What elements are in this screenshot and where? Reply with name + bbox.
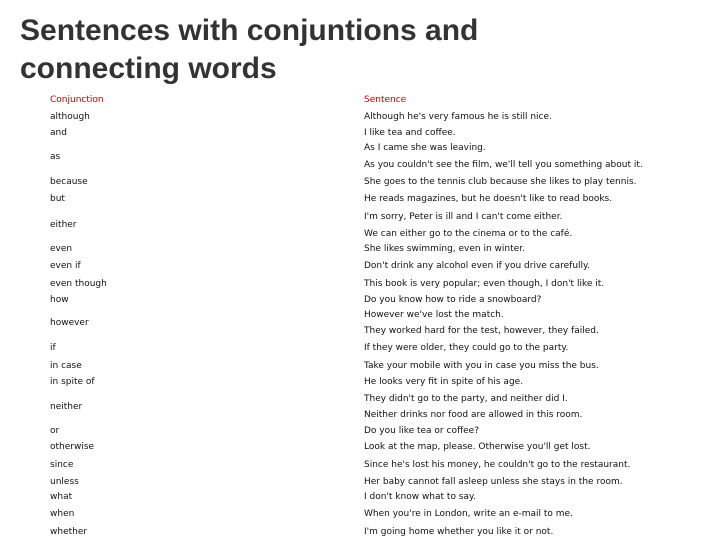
sentence-cell: Take your mobile with you in case you miss the bus.	[364, 361, 599, 371]
sentence-cell: Neither drinks nor food are allowed in this room.	[364, 410, 583, 420]
conjunction-cell: in spite of	[50, 377, 95, 387]
conjunction-cell: if	[50, 343, 56, 353]
sentence-cell: Her baby cannot fall asleep unless she stays in the room.	[364, 477, 623, 487]
sentence-cell: She likes swimming, even in winter.	[364, 244, 525, 254]
conjunction-cell: neither	[50, 402, 83, 412]
sentence-cell: Although he's very famous he is still nice.	[364, 112, 552, 122]
sentence-cell: They didn't go to the party, and neither did I.	[364, 394, 568, 404]
conjunction-cell: and	[50, 128, 67, 138]
sentence-cell: We can either go to the cinema or to the café.	[364, 229, 573, 239]
conjunction-cell: although	[50, 112, 90, 122]
conjunction-cell: in case	[50, 361, 82, 371]
sentence-cell: However we've lost the match.	[364, 310, 504, 320]
sentence-cell: She goes to the tennis club because she likes to play tennis.	[364, 177, 637, 187]
conjunction-cell: since	[50, 460, 74, 470]
sentence-cell: He reads magazines, but he doesn't like to read books.	[364, 194, 613, 204]
sentence-cell: They worked hard for the test, however, they failed.	[364, 326, 599, 336]
conjunction-cell: even if	[50, 261, 81, 271]
conjunction-cell: what	[50, 492, 73, 502]
conjunction-cell: however	[50, 318, 89, 328]
sentence-cell: I like tea and coffee.	[364, 128, 456, 138]
conjunction-cell: as	[50, 152, 61, 162]
conjunction-cell: how	[50, 295, 69, 305]
conjunction-cell: otherwise	[50, 442, 95, 452]
page-title-line-1: Sentences with conjuntions and	[20, 14, 479, 47]
conjunction-cell: even	[50, 244, 73, 254]
conjunction-cell: whether	[50, 527, 88, 537]
sentence-cell: Look at the map, please. Otherwise you'll get lost.	[364, 442, 591, 452]
conjunction-cell: when	[50, 509, 75, 519]
sentence-cell: Don't drink any alcohol even if you drive carefully.	[364, 261, 590, 271]
column-header-conjunction: Conjunction	[50, 95, 104, 105]
conjunction-cell: even though	[50, 279, 107, 289]
page-title-line-2: connecting words	[20, 52, 277, 85]
page-title	[20, 12, 580, 88]
sentence-cell: He looks very fit in spite of his age.	[364, 377, 524, 387]
conjunction-cell: or	[50, 426, 60, 436]
sentence-cell: I don't know what to say.	[364, 492, 476, 502]
sentence-cell: Do you like tea or coffee?	[364, 426, 480, 436]
sentence-cell: When you're in London, write an e-mail to me.	[364, 509, 573, 519]
sentence-cell: I'm sorry, Peter is ill and I can't come either.	[364, 212, 563, 222]
column-header-sentence: Sentence	[364, 95, 407, 105]
sentence-cell: As you couldn't see the film, we'll tell you something about it.	[364, 160, 643, 170]
sentence-cell: I'm going home whether you like it or not.	[364, 527, 554, 537]
sentence-cell: Do you know how to ride a snowboard?	[364, 295, 542, 305]
conjunction-cell: either	[50, 220, 77, 230]
sentence-cell: This book is very popular; even though, I don't like it.	[364, 279, 605, 289]
conjunction-cell: but	[50, 194, 65, 204]
conjunction-cell: because	[50, 177, 88, 187]
conjunction-cell: unless	[50, 477, 79, 487]
sentence-cell: As I came she was leaving.	[364, 143, 486, 153]
sentence-cell: Since he's lost his money, he couldn't go to the restaurant.	[364, 460, 631, 470]
sentence-cell: If they were older, they could go to the party.	[364, 343, 569, 353]
